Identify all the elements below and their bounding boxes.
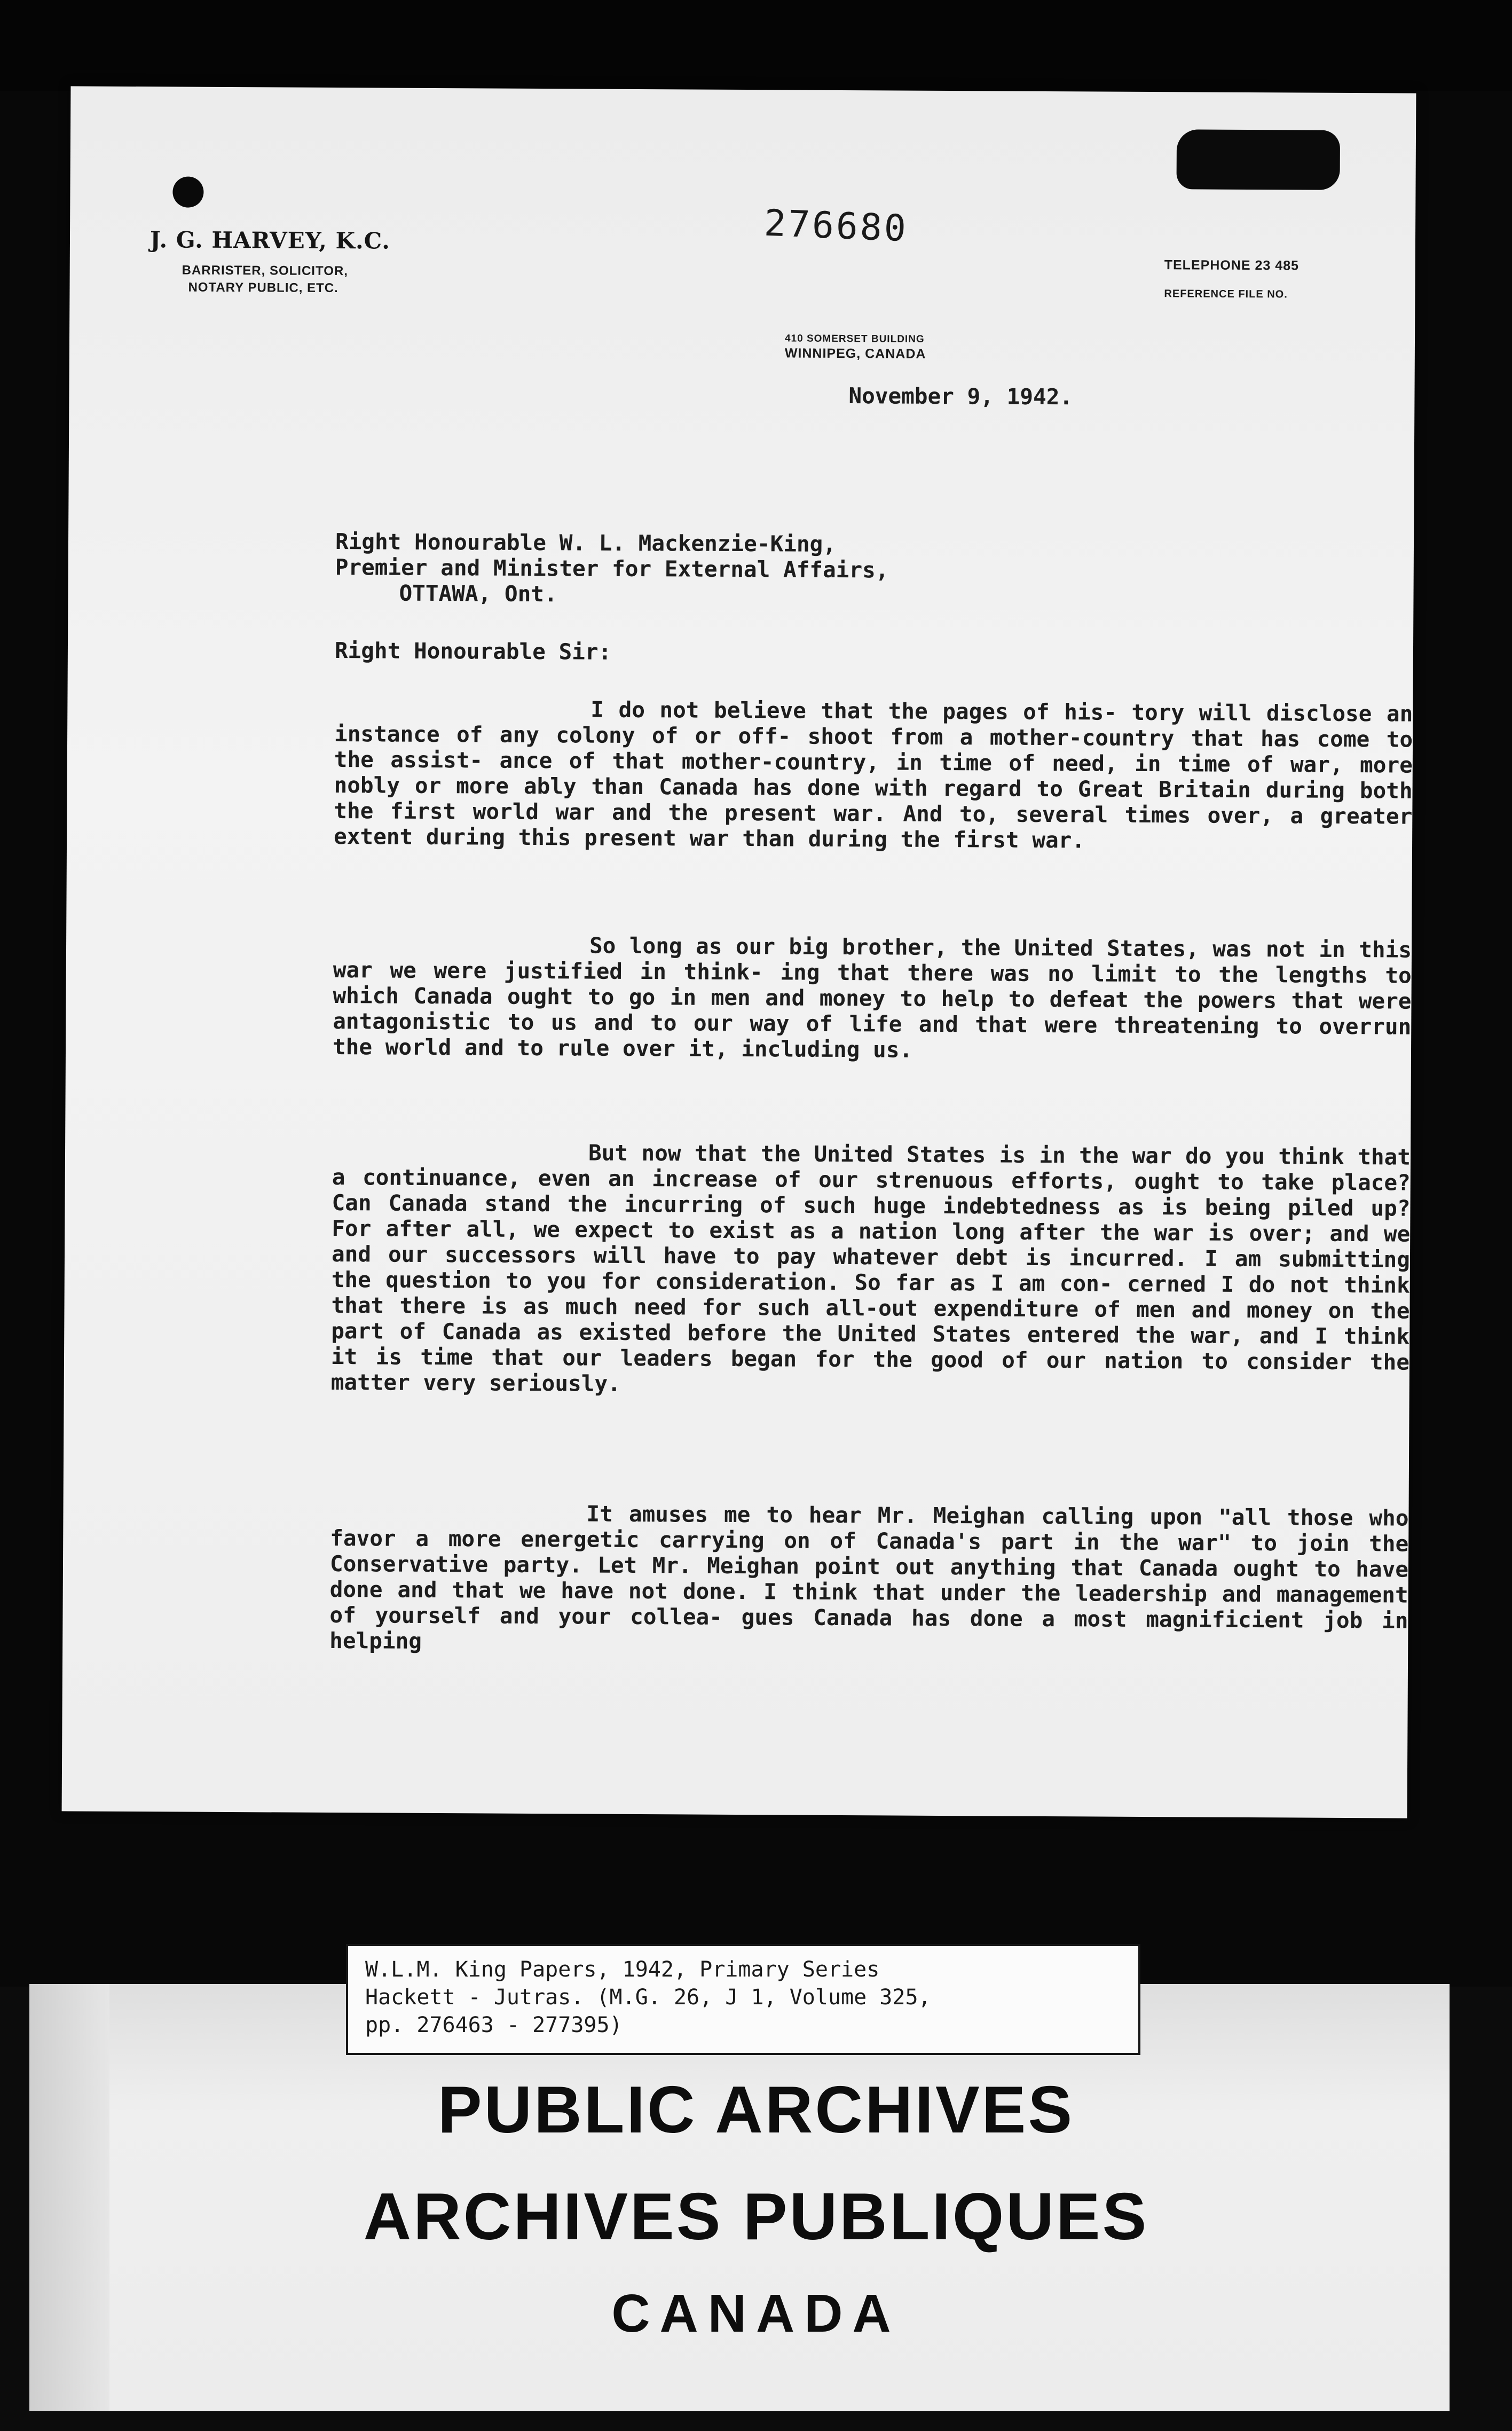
- redaction-mark: [1176, 129, 1340, 190]
- letter-date: November 9, 1942.: [848, 383, 1073, 410]
- letterhead-reference-file: REFERENCE FILE NO.: [1164, 288, 1288, 301]
- letterhead-name: J. G. HARVEY, K.C.: [149, 226, 391, 254]
- paragraph: But now that the United States is in the war do you think that a continuance, even an increase of our strenuous efforts, ought to take place? Can Canada stand the incurring of such huge indebtedness as is being piled up? For after all, we expect to exist as a nation long after the war is over; and we and our successors will have to pay whatever debt is incurred. I am submitting the question to you for consideration. So far as I am con- cerned I do not think that there is as much need for such all-out expenditure of men and money on the part of Canada as existed before the United States entered the war, and I think it is time that our leaders began for the good of our nation to consider the matter very seriously.: [330, 1140, 1424, 1397]
- reference-line: W.L.M. King Papers, 1942, Primary Series: [365, 1957, 880, 1982]
- salutation: Right Honourable Sir:: [334, 638, 612, 665]
- archive-title-english: PUBLIC ARCHIVES: [437, 2073, 1075, 2147]
- archive-country: CANADA: [611, 2284, 901, 2343]
- archive-title-french: ARCHIVES PUBLIQUES: [363, 2180, 1149, 2254]
- paragraph: So long as our big brother, the United States, was not in this war we were justified in think- ing that there was no limit to the lengths to which Canada ought to go in men and money to help to defeat the powers that were antagonistic to us and to our way of life and that were threatening to overrun the world and to rule over it, including us.: [332, 932, 1425, 1063]
- reference-line: pp. 276463 - 277395): [365, 2013, 623, 2037]
- letterhead-notary: NOTARY PUBLIC, ETC.: [188, 280, 338, 296]
- paragraph: It amuses me to hear Mr. Meighan calling upon "all those who favor a more energetic carrying on of Canada's part in the war" to join the Conservative party. Let Mr. Meighan point out anything that Canada ought to have done and that we have not done. I think that under the leadership and management of yourself and your collea- gues Canada has done a most magnificient job in helping: [329, 1501, 1422, 1654]
- address-city: WINNIPEG, CANADA: [784, 346, 926, 362]
- reference-line: Hackett - Jutras. (M.G. 26, J 1, Volume 325,: [365, 1985, 931, 2010]
- punch-hole: [172, 176, 203, 207]
- letterhead-address: [785, 333, 926, 362]
- archive-reference-text: [365, 1956, 931, 2039]
- letter-page: [62, 86, 1427, 1818]
- film-border-top: [0, 0, 1512, 91]
- address-building: 410 SOMERSET BUILDING: [784, 333, 925, 345]
- document-number: 276680: [763, 202, 909, 250]
- recipient-line: Right Honourable W. L. Mackenzie-King,: [335, 529, 837, 557]
- letterhead-profession: BARRISTER, SOLICITOR,: [182, 263, 348, 279]
- recipient-line: OTTAWA, Ont.: [399, 580, 557, 607]
- archive-reference-card: [346, 1944, 1140, 2055]
- letterhead-telephone: TELEPHONE 23 485: [1164, 257, 1300, 273]
- paragraph: I do not believe that the pages of his- tory will disclose an instance of any colony of or off- shoot from a mother-country that has come to the assist- ance of that mother-country, in time of need, in time of war, more nobly or more ably than Canada has done with regard to Great Britain during both the first world war and the present war. And to, several times over, a greater extent during this present war than during the first war.: [334, 696, 1427, 853]
- recipient-line: Premier and Minister for External Affairs,: [335, 554, 889, 583]
